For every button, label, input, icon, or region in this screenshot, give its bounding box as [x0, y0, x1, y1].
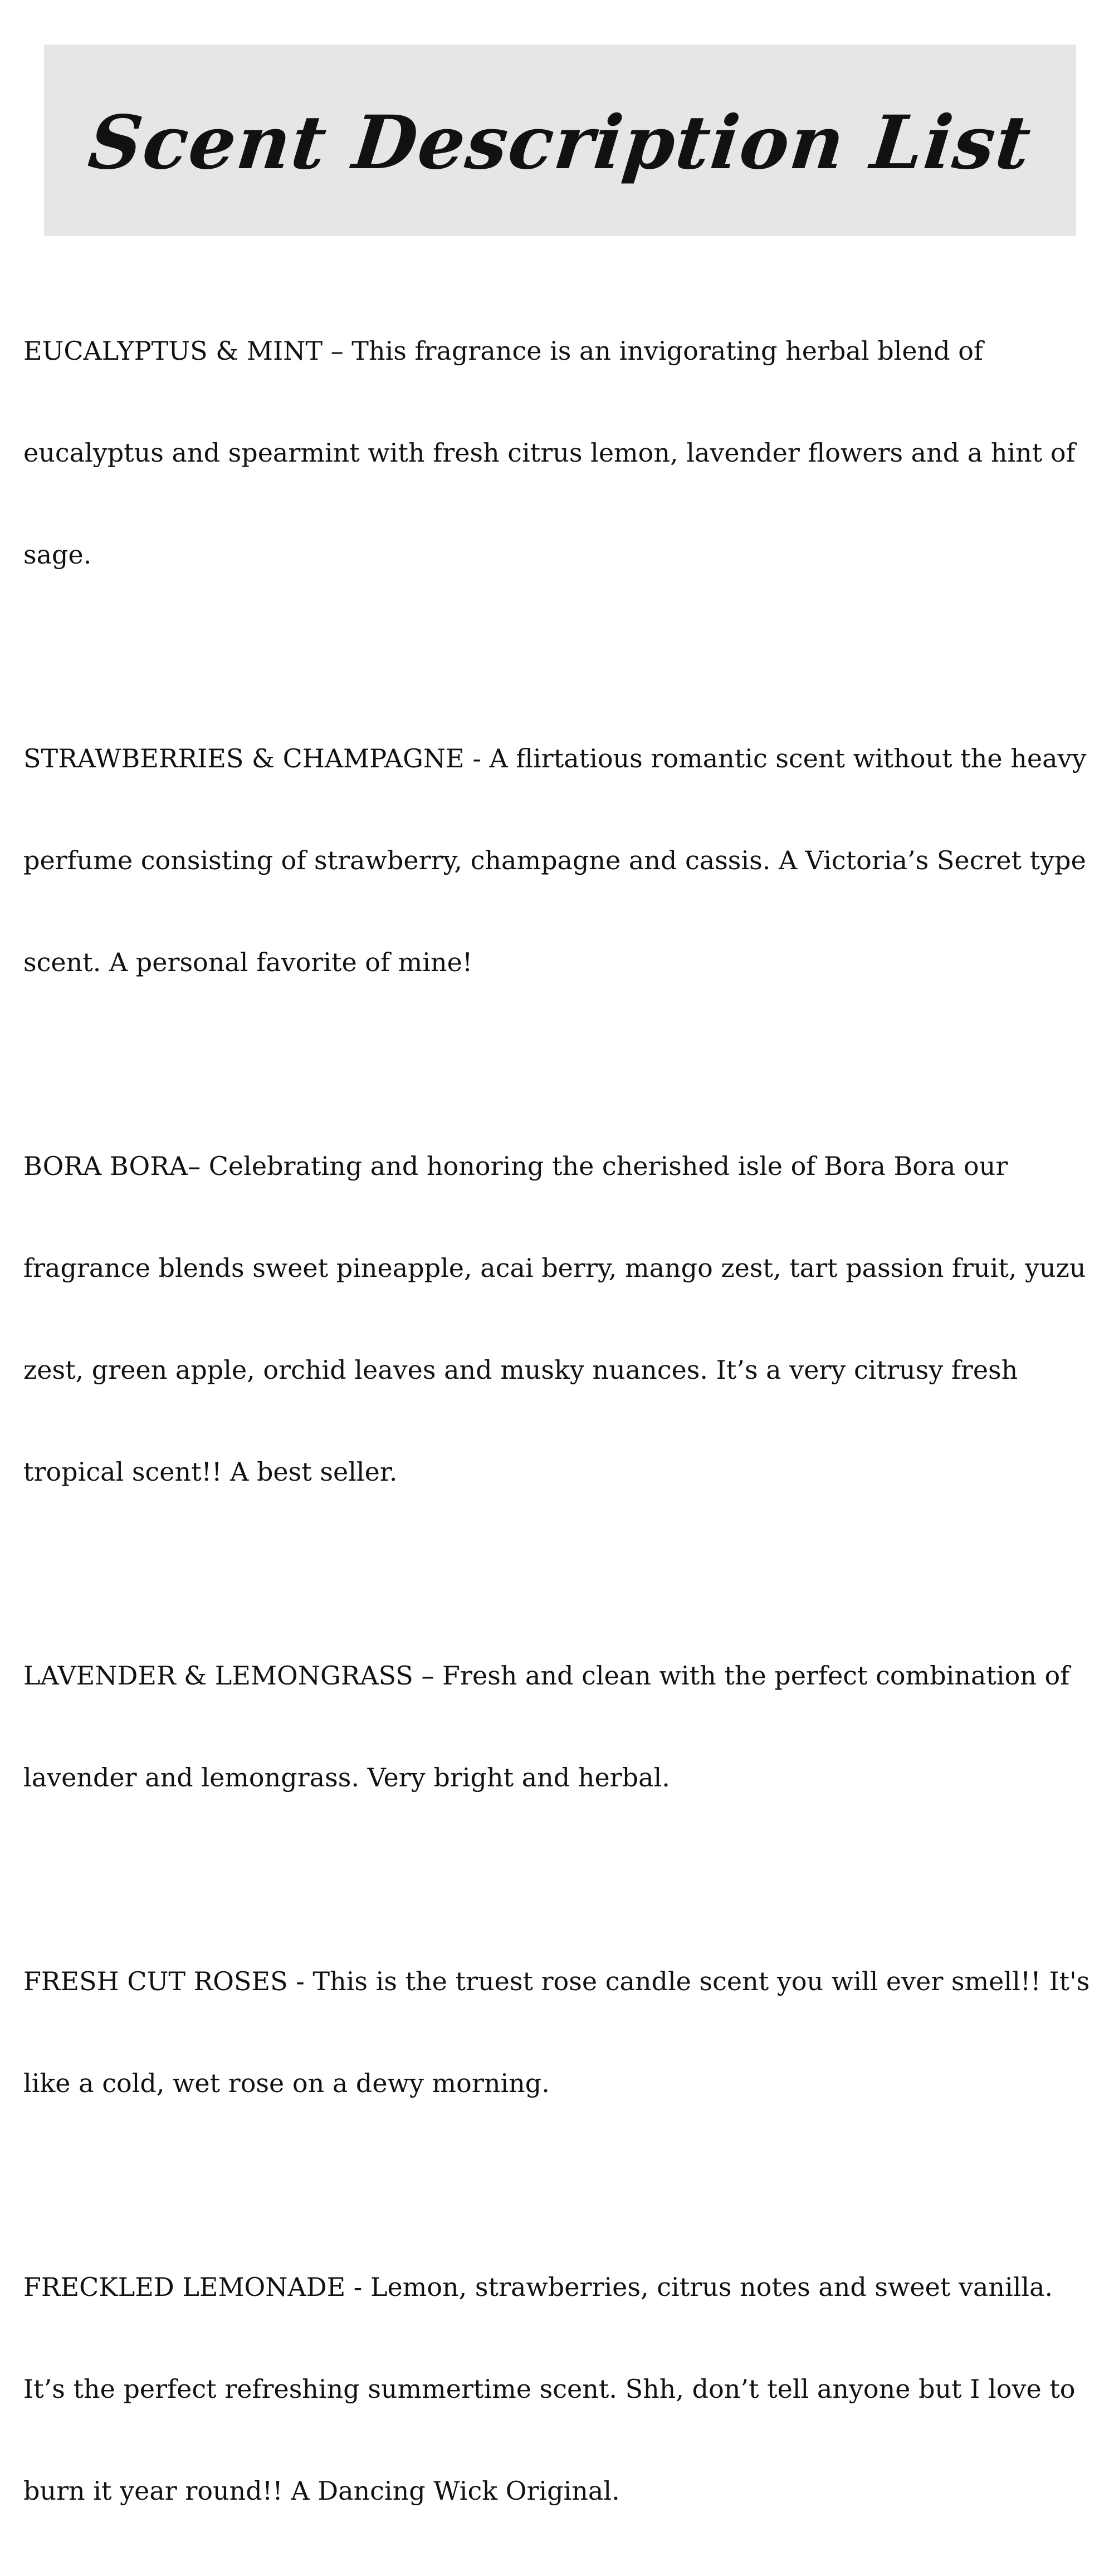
- entry-line: BORA BORA– Celebrating and honoring the cherished isle of Bora Bora our: [23, 1151, 1008, 1181]
- entry-line: FRESH CUT ROSES - This is the truest rose candle scent you will ever smell!! It's: [23, 1966, 1090, 1996]
- entry-line: fragrance blends sweet pineapple, acai berry, mango zest, tart passion fruit, yuzu: [23, 1253, 1086, 1283]
- entry-line: lavender and lemongrass. Very bright and herbal.: [23, 1762, 670, 1793]
- entry-line: tropical scent!! A best seller.: [23, 1457, 398, 1487]
- title-banner: [44, 45, 1076, 236]
- scent-entry-bora-bora: [23, 1081, 1098, 1557]
- scent-entry-lavender-lemongrass: [23, 1591, 1098, 1863]
- scent-entry-eucalyptus-mint: [23, 266, 1098, 640]
- scent-entry-freckled-lemonade: [23, 2202, 1098, 2576]
- entry-line: zest, green apple, orchid leaves and musky nuances. It’s a very citrusy fresh: [23, 1355, 1018, 1385]
- entry-line: scent. A personal favorite of mine!: [23, 947, 473, 977]
- entry-line: It’s the perfect refreshing summertime scent. Shh, don’t tell anyone but I love to: [23, 2374, 1076, 2404]
- scent-entry-fresh-cut-roses: [23, 1897, 1098, 2168]
- scent-entry-strawberries-champagne: [23, 674, 1098, 1047]
- entry-line: STRAWBERRIES & CHAMPAGNE - A flirtatious romantic scent without the heavy: [23, 743, 1087, 773]
- entry-line: LAVENDER & LEMONGRASS – Fresh and clean with the perfect combination of: [23, 1661, 1070, 1691]
- entry-line: FRECKLED LEMONADE - Lemon, strawberries, citrus notes and sweet vanilla.: [23, 2272, 1053, 2302]
- entry-line: like a cold, wet rose on a dewy morning.: [23, 2068, 550, 2098]
- entry-line: EUCALYPTUS & MINT – This fragrance is an invigorating herbal blend of: [23, 336, 984, 366]
- entry-line: sage.: [23, 540, 92, 570]
- entry-line: perfume consisting of strawberry, champagne and cassis. A Victoria’s Secret type: [23, 845, 1086, 875]
- entry-line: burn it year round!! A Dancing Wick Original.: [23, 2476, 620, 2506]
- entry-line: eucalyptus and spearmint with fresh citrus lemon, lavender flowers and a hint of: [23, 438, 1076, 468]
- scent-list: [23, 266, 1098, 2576]
- page-title: Scent Description List: [84, 100, 1036, 186]
